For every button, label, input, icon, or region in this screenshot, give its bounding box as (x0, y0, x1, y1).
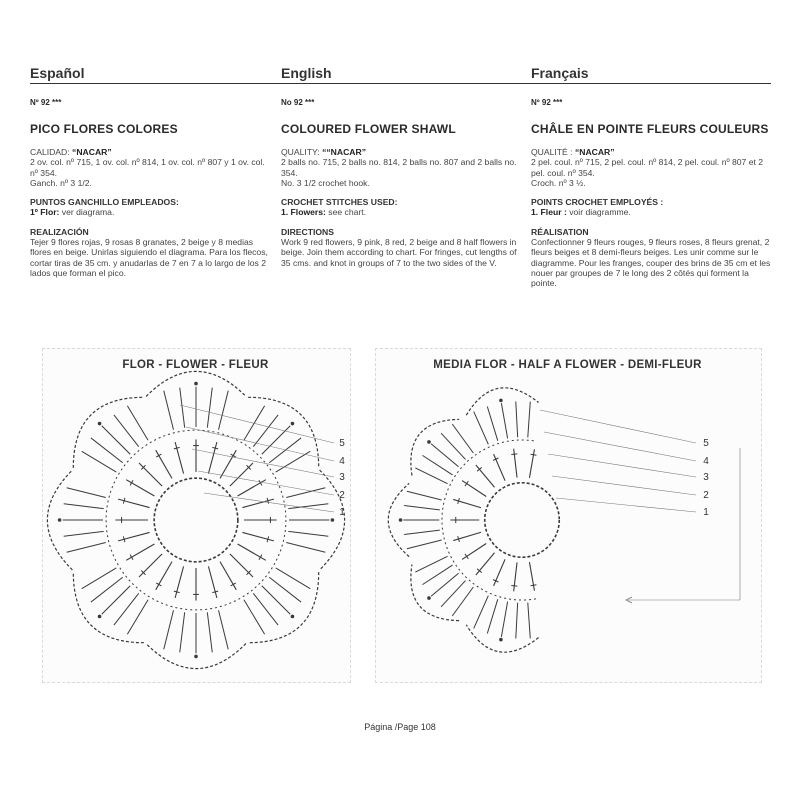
flower-diagram-title: FLOR - FLOWER - FLEUR (122, 359, 269, 371)
flower-stitch-spoke (230, 463, 253, 486)
stitches-label: 1º Flor: (30, 207, 60, 218)
stitches-text: ver diagrama. (59, 207, 115, 218)
half-flower-round-label: 2 (703, 490, 709, 501)
stitches-text: see chart. (325, 207, 367, 218)
flower-picot-dot (194, 382, 198, 386)
directions-text: Tejer 9 flores rojas, 9 rosas 8 granates, 2 beige y 8 medias flores en beige. Unirlas siguiendo el diagrama. Para los flecos, cortar tiras de 35 cm. y anudarlas de 7 en 7 a lo largo de los 2 lados que forman el pico. (30, 237, 268, 278)
flower-stitch-spoke (220, 562, 236, 590)
flower-petal-stitch (276, 568, 311, 589)
flower-leader-line (198, 471, 334, 495)
flower-stitch-spoke (242, 499, 273, 507)
half-flower-stitch-spoke (476, 465, 495, 487)
half-flower-petal-stitch (415, 468, 447, 484)
flower-petal-stitch (64, 531, 104, 536)
flower-stitch-spoke (139, 554, 162, 577)
flower-picot-dot (291, 615, 295, 619)
half-flower-stitch-spoke (529, 449, 534, 478)
pattern-number: Nº 92 *** (531, 98, 563, 107)
half-flower-petal-stitch (487, 407, 497, 441)
flower-petal-stitch (82, 451, 117, 472)
directions-heading: REALIZACIÓN (30, 226, 89, 237)
flower-petal-stitch (288, 531, 328, 536)
stitches-text: voir diagramme. (566, 207, 631, 218)
flower-stitch-spoke (156, 450, 172, 478)
half-flower-petal-stitch (528, 603, 531, 639)
flower-round-label: 3 (339, 472, 345, 483)
half-flower-stitch-bar (511, 585, 517, 586)
stitches-label: 1. Flowers: (281, 207, 326, 218)
half-flower-stitch-spoke (494, 454, 505, 481)
half-flower-center-ring (485, 483, 560, 558)
stitches-heading: PUNTOS GANCHILLO EMPLEADOS: (30, 197, 179, 208)
flower-stitch-spoke (242, 532, 273, 540)
half-flower-stitch-spoke (462, 544, 486, 560)
flower-stitch-spoke (208, 442, 216, 473)
half-flower-stitch-spoke (476, 553, 495, 575)
flower-center-ring (154, 478, 238, 562)
stitches-heading: POINTS CROCHET EMPLOYÉS : (531, 197, 664, 208)
page-footer: Página /Page 108 (364, 722, 436, 732)
quality-label: QUALITÉ : (531, 147, 575, 157)
hook-text: Croch. nº 3 ½. (531, 177, 586, 188)
half-flower-petal-stitch (415, 556, 447, 572)
flower-picot-dot (291, 422, 295, 426)
half-flower-stitch-bar (465, 554, 468, 559)
half-flower-stitch-bar (465, 481, 468, 486)
flower-petal-stitch (164, 610, 174, 649)
flower-leader-line (186, 427, 334, 461)
half-flower-petal-stitch (528, 402, 531, 438)
flower-petal-stitch (127, 600, 148, 635)
flower-stitch-spoke (175, 442, 183, 473)
half-flower-petal-stitch (516, 401, 518, 437)
quality-text: 2 pel. coul. nº 715, 2 pel. coul. nº 814, 2 pel. coul. nº 807 et 2 pel. coul. nº 354. (531, 157, 764, 178)
flower-leader-line (180, 405, 334, 443)
flower-petal-stitch (244, 600, 265, 635)
directions-heading: RÉALISATION (531, 226, 589, 237)
flower-petal-stitch (244, 406, 265, 441)
half-flower-leader-line (556, 498, 696, 512)
quality-value: “NACAR” (574, 147, 615, 157)
flower-petal-stitch (164, 391, 174, 430)
flower-leader-line (204, 493, 334, 512)
half-flower-picot-dot (499, 399, 503, 403)
language-heading: English (281, 64, 521, 84)
flower-stitch-spoke (238, 544, 266, 560)
half-flower-petal-stitch (407, 540, 442, 549)
half-flower-leader-line (548, 454, 696, 477)
quality-text: 2 ov. col. nº 715, 1 ov. col. nº 814, 1 ov. col. nº 807 y 1 ov. col. nº 354. (30, 157, 265, 178)
half-flower-petal-stitch (487, 599, 497, 633)
half-flower-petal-stitch (474, 596, 489, 629)
flower-petal-stitch (218, 610, 228, 649)
flower-round-label: 4 (339, 456, 345, 467)
pattern-title: CHÂLE EN POINTE FLEURS COULEURS (531, 122, 769, 136)
half-flower-stitch-spoke (514, 562, 517, 591)
half-flower-round-label: 4 (703, 456, 709, 467)
half-flower-petal-stitch (474, 412, 489, 445)
hook-text: No. 3 1/2 crochet hook. (281, 177, 370, 188)
flower-petal-stitch (180, 612, 185, 652)
half-flower-leader-line (540, 410, 696, 443)
pattern-title: PICO FLORES COLORES (30, 122, 178, 136)
directions-text: Work 9 red flowers, 9 pink, 8 red, 2 beige and 8 half flowers in beige. Join them according to chart. For fringes, cut lengths of 35 cms. and knot in groups of 7 to the two sides of the V. (281, 237, 517, 268)
language-heading: Español (30, 64, 270, 84)
pattern-number: No 92 *** (281, 98, 315, 107)
flower-stitch-spoke (126, 544, 154, 560)
directions-heading: DIRECTIONS (281, 226, 334, 237)
pattern-title: COLOURED FLOWER SHAWL (281, 122, 456, 136)
flower-stitch-spoke (230, 554, 253, 577)
flower-picot-dot (58, 518, 62, 522)
half-flower-petal-stitch (404, 530, 440, 534)
half-flower-stitch-bar (531, 454, 537, 455)
flower-stitch-spoke (126, 480, 154, 496)
flower-stitch-spoke (208, 566, 216, 597)
half-flower-round-label: 1 (703, 507, 709, 518)
directions-text: Confectionner 9 fleurs rouges, 9 fleurs roses, 8 fleurs grenat, 2 fleurs beiges et 8 demi-fleurs beiges. Les unir comme sur le diagramme. Pour les franges, couper des brins de 35 cm et les nouer par groupes de 7 le long des 2 côtés qui forment la pointe. (531, 237, 771, 289)
stitches-heading: CROCHET STITCHES USED: (281, 197, 398, 208)
flower-petal-stitch (67, 488, 106, 498)
flower-petal-stitch (286, 542, 325, 552)
half-flower-picot-dot (427, 596, 431, 600)
flower-stitch-spoke (118, 532, 149, 540)
flower-picot-dot (331, 518, 335, 522)
half-flower-picot-dot (427, 440, 431, 444)
half-flower-round-label: 3 (703, 472, 709, 483)
half-flower-leader-line (552, 476, 696, 495)
half-flower-stitch-spoke (494, 559, 505, 586)
flower-picot-dot (98, 615, 102, 619)
quality-label: QUALITY: (281, 147, 323, 157)
flower-stitch-spoke (156, 562, 172, 590)
half-flower-picot-dot (399, 518, 403, 522)
flower-petal-stitch (180, 388, 185, 428)
flower-round-label: 1 (339, 507, 345, 518)
half-flower-stitch-bar (531, 585, 537, 586)
half-flower-petal-stitch (407, 491, 442, 500)
flower-petal-stitch (127, 406, 148, 441)
flower-petal-stitch (207, 612, 212, 652)
flower-petal-stitch (207, 388, 212, 428)
flower-picot-dot (98, 422, 102, 426)
half-flower-stitch-spoke (529, 562, 534, 591)
flower-stitch-spoke (139, 463, 162, 486)
flower-stitch-spoke (175, 566, 183, 597)
stitches-label: 1. Fleur : (531, 207, 567, 218)
flower-stitch-spoke (118, 499, 149, 507)
flower-petal-stitch (218, 391, 228, 430)
quality-value: “NACAR” (72, 147, 112, 157)
flower-petal-stitch (82, 568, 117, 589)
pattern-number: Nº 92 *** (30, 98, 62, 107)
language-heading: Français (531, 64, 771, 84)
quality-label: CALIDAD: (30, 147, 73, 157)
half-flower-diagram-title: MEDIA FLOR - HALF A FLOWER - DEMI-FLEUR (433, 359, 702, 371)
quality-value: ““NACAR” (322, 147, 366, 157)
flower-stitch-spoke (220, 450, 236, 478)
half-flower-petal-stitch (404, 506, 440, 510)
half-flower-stitch-bar (511, 454, 517, 455)
half-flower-bracket-line (628, 448, 740, 600)
flower-picot-dot (194, 655, 198, 659)
flower-round-label: 2 (339, 490, 345, 501)
quality-text: 2 balls no. 715, 2 balls no. 814, 2 balls no. 807 and 2 balls no. 354. (281, 157, 517, 178)
half-flower-stitch-spoke (462, 481, 486, 497)
half-flower-petal-stitch (501, 602, 507, 637)
half-flower-petal-stitch (516, 603, 518, 639)
flower-petal-stitch (67, 542, 106, 552)
half-flower-round-label: 5 (703, 438, 709, 449)
half-flower-petal-stitch (501, 403, 507, 438)
half-flower-picot-dot (499, 638, 503, 642)
hook-text: Ganch. nº 3 1/2. (30, 177, 92, 188)
half-flower-stitch-spoke (514, 449, 517, 478)
flower-round-label: 5 (339, 438, 345, 449)
flower-petal-stitch (64, 504, 104, 509)
